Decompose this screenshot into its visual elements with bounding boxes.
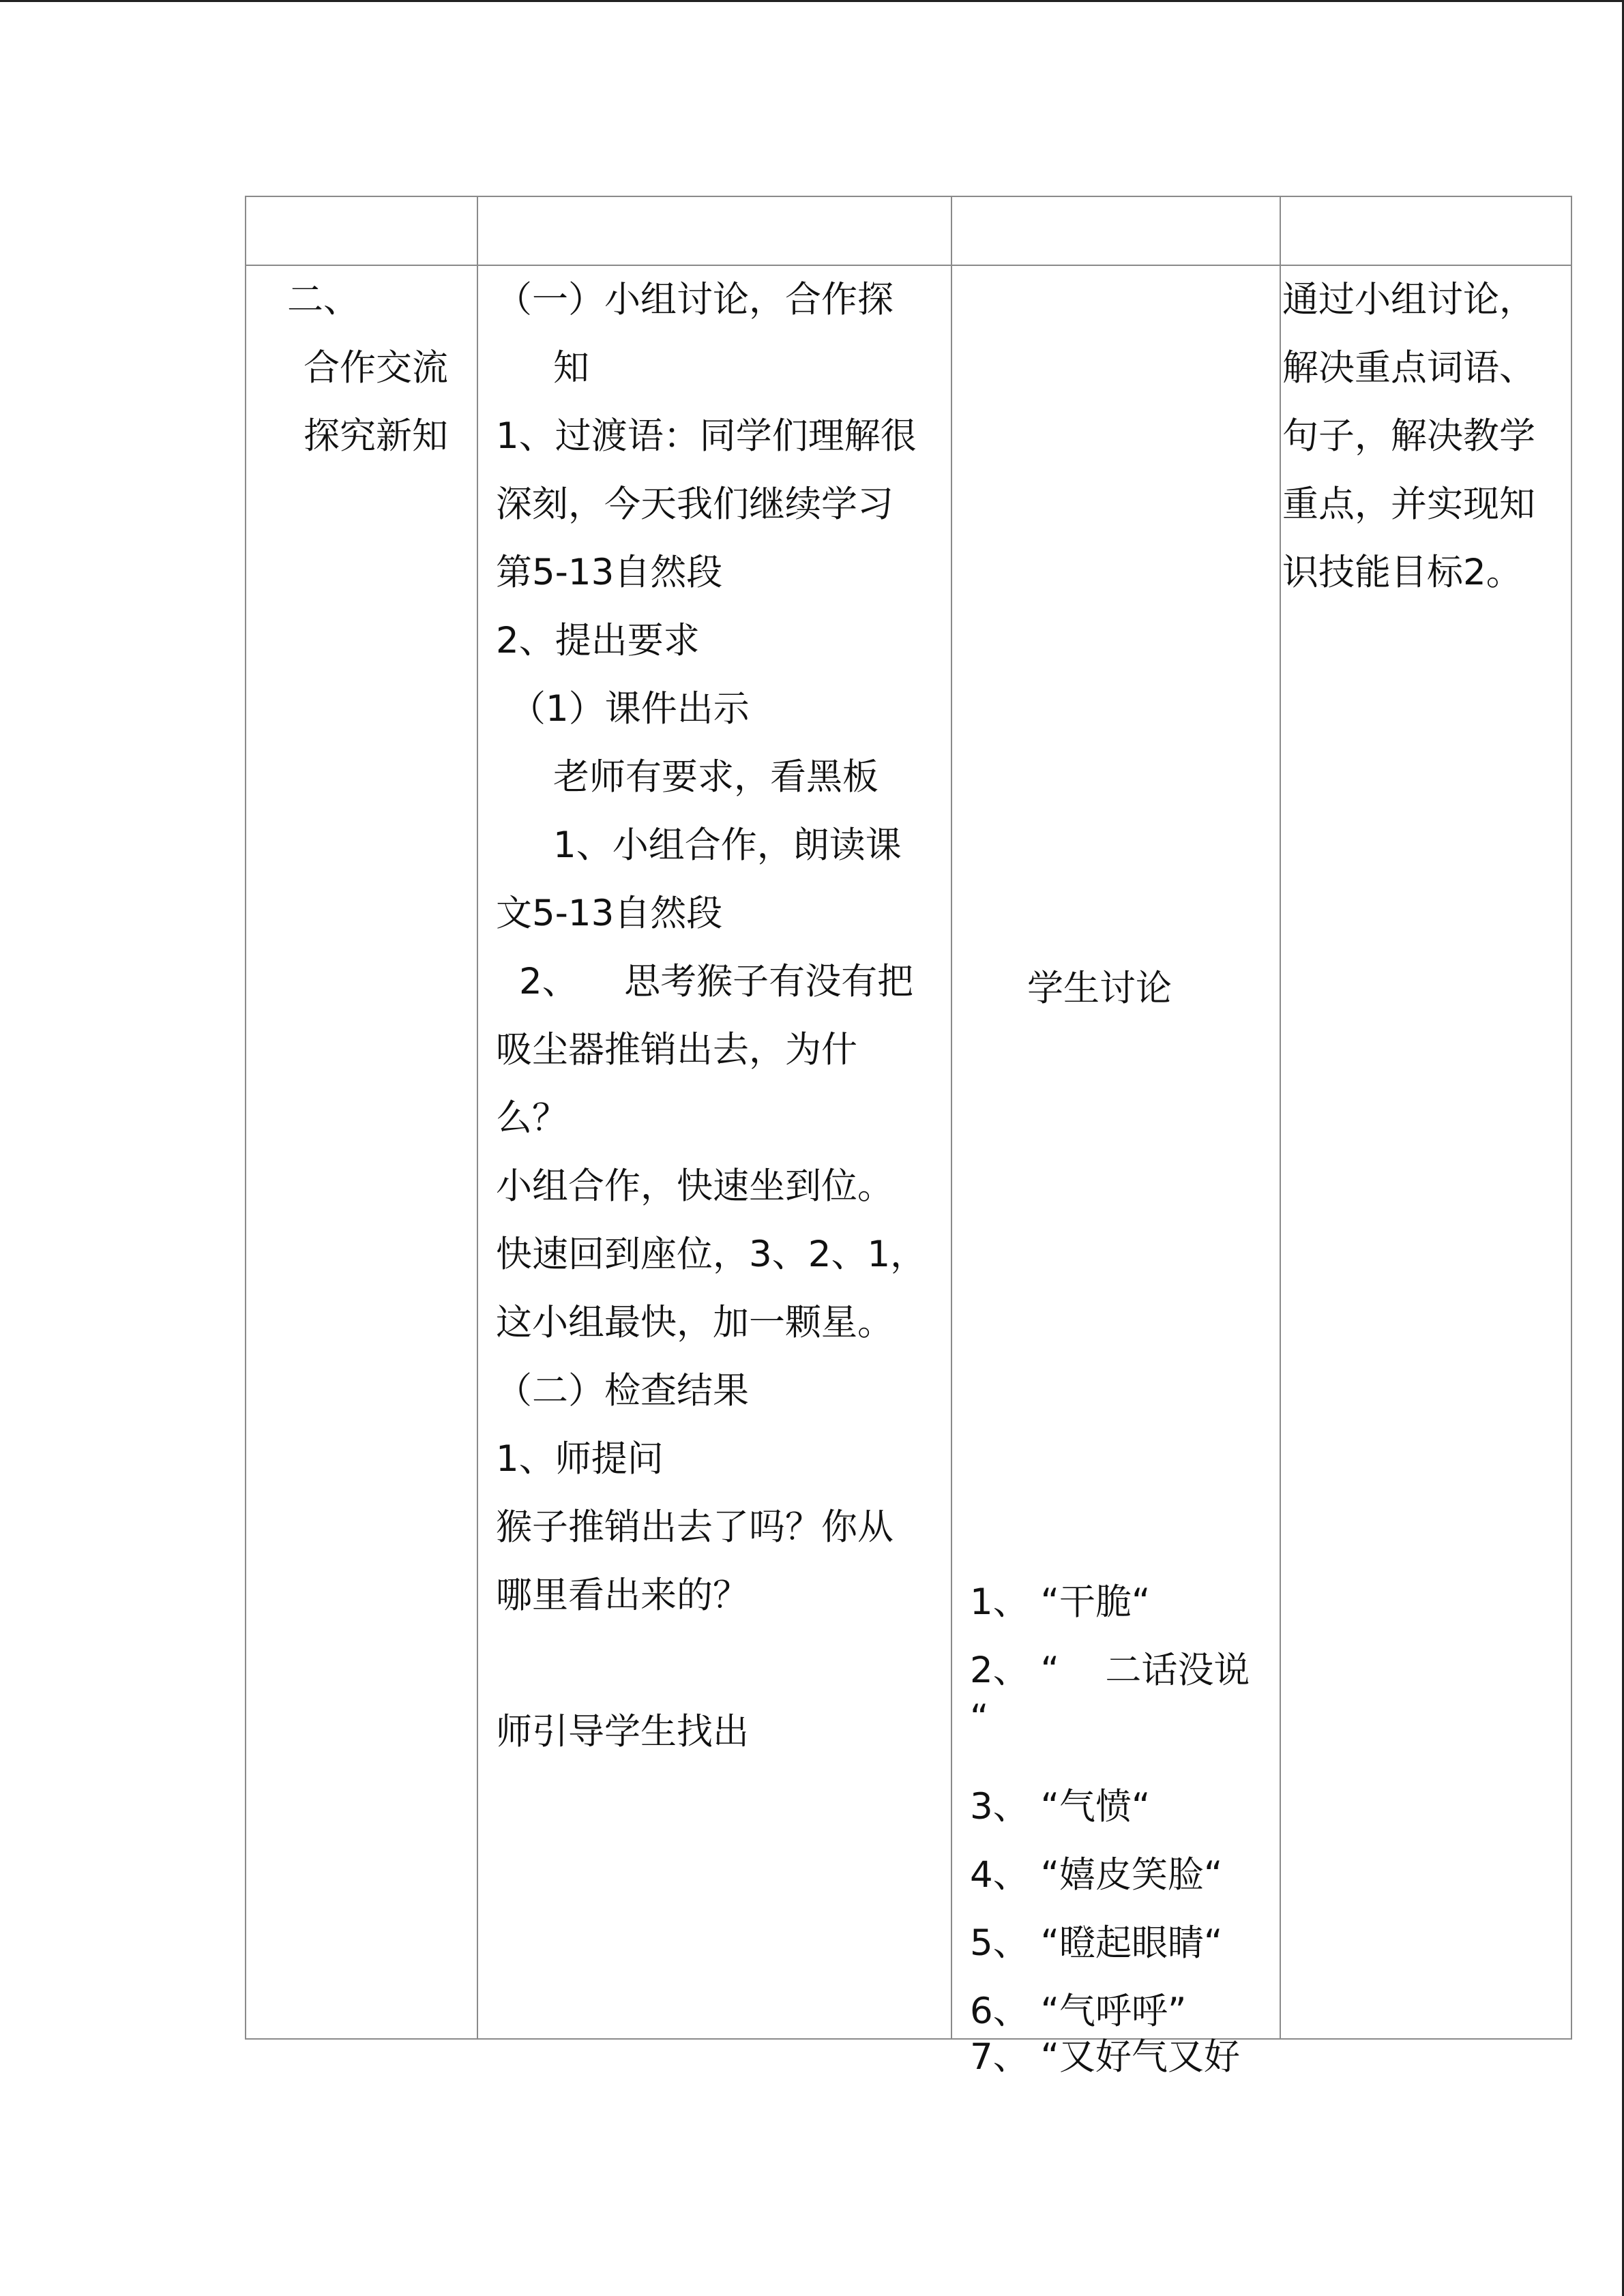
student-answer: “ <box>970 1697 989 1739</box>
lesson-plan-table <box>245 196 1572 2078</box>
teacher-line: 这小组最快，加一颗星。 <box>496 1302 894 1343</box>
teacher-line: （一）小组讨论，合作探 <box>496 279 894 320</box>
student-answer: 7、 “又好气又好 <box>970 2036 1241 2078</box>
teacher-line: 第5-13自然段 <box>496 552 723 593</box>
teacher-line: 深刻，今天我们继续学习 <box>496 483 894 525</box>
student-discussion-text: 学生讨论 <box>1027 968 1172 1009</box>
teacher-line: 1、小组合作，朗读课 <box>553 824 902 866</box>
student-answer: 3、 “气愤“ <box>970 1786 1151 1828</box>
teacher-activity-cell <box>477 265 951 2039</box>
student-answer: 4、 “嬉皮笑脸“ <box>970 1854 1223 1896</box>
teacher-line: （二）检查结果 <box>496 1370 749 1412</box>
student-answer: 2、 “ 二话没说 <box>970 1650 1250 1691</box>
teacher-line: 知 <box>553 347 589 389</box>
teacher-line: 吸尘器推销出去，为什 <box>496 1029 857 1071</box>
teacher-line: 1、过渡语：同学们理解很 <box>496 415 917 457</box>
teacher-line: 么？ <box>496 1097 568 1139</box>
stage-cell <box>246 265 477 2039</box>
purpose-cell <box>1280 265 1571 2039</box>
teacher-line: 猴子推销出去了吗？你从 <box>496 1506 894 1548</box>
teacher-line: 老师有要求，看黑板 <box>553 756 879 798</box>
section-number: 二、 <box>287 279 359 320</box>
teacher-line: 师引导学生找出 <box>496 1711 749 1753</box>
page-top-border <box>0 0 1624 2</box>
purpose-line: 句子，解决教学 <box>1282 415 1535 457</box>
purpose-line: 识技能目标2。 <box>1282 552 1522 593</box>
section-row <box>246 265 1571 2039</box>
header-row <box>246 196 1571 265</box>
header-cell-teacher <box>477 196 951 265</box>
teacher-line: 快速回到座位，3、2、1， <box>496 1234 927 1275</box>
header-cell-stage <box>246 196 477 265</box>
teacher-line: 文5-13自然段 <box>496 893 723 934</box>
student-answer: 1、 “干脆“ <box>970 1581 1151 1623</box>
teacher-spacer <box>478 1630 951 1698</box>
purpose-line: 解决重点词语、 <box>1282 347 1535 389</box>
student-answer: 5、 “瞪起眼睛“ <box>970 1922 1223 1964</box>
student-answer: 6、 “气呼呼” <box>970 1991 1187 2032</box>
section-title-line: 探究新知 <box>304 415 448 457</box>
section-title-line: 合作交流 <box>304 347 448 389</box>
header-cell-student <box>951 196 1280 265</box>
header-cell-purpose <box>1280 196 1571 265</box>
purpose-line: 重点，并实现知 <box>1282 483 1535 525</box>
teacher-line: 1、师提问 <box>496 1438 664 1480</box>
student-activity-cell <box>951 265 1280 2078</box>
teacher-line: 小组合作，快速坐到位。 <box>496 1165 894 1207</box>
teacher-line: 哪里看出来的？ <box>496 1575 749 1616</box>
purpose-line: 通过小组讨论， <box>1282 279 1535 320</box>
teacher-line: （1）课件出示 <box>510 688 750 730</box>
teacher-line: 2、提出要求 <box>496 620 700 661</box>
teacher-line: 2、 思考猴子有没有把 <box>519 961 914 1002</box>
